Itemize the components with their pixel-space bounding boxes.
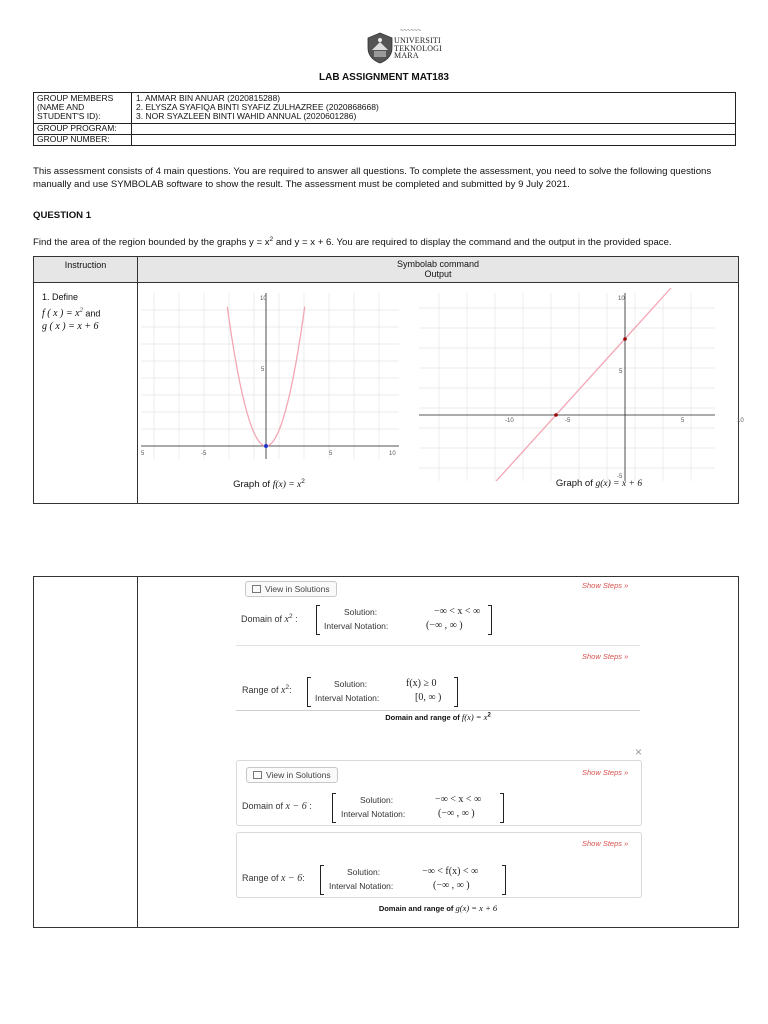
group-member-2: 2. ELYSZA SYAFIQA BINTI SYAFIZ ZULHAZREE (2020868668) [136, 102, 379, 112]
interval-key: Interval Notation: [341, 809, 406, 819]
interval-key: Interval Notation: [329, 881, 394, 891]
right-bracket [454, 677, 458, 707]
graph-g-grid [419, 293, 715, 481]
command-output-table [33, 256, 744, 504]
close-icon[interactable]: × [635, 745, 643, 759]
graph-g-xtick: -10 [505, 418, 514, 424]
right-bracket [500, 793, 504, 823]
question-text-b: . You are required to display the command and the output in the provided space. [331, 237, 672, 249]
question-text-a: Find the area of the region bounded by the graphs [33, 237, 250, 249]
domain-f-label: Domain of $x^2$ : [241, 613, 298, 625]
right-bracket [488, 605, 492, 635]
solution-key: Solution: [360, 795, 394, 805]
uitm-seal-icon [366, 32, 394, 64]
graph-f-ytick: 5 [261, 367, 265, 373]
domain-range-table [33, 576, 739, 928]
graph-g-curve [496, 288, 671, 481]
border-gap [599, 577, 639, 579]
range-g-label: Range of x − 6: [242, 873, 305, 884]
label-student-id: STUDENT'S ID): [37, 111, 101, 121]
graph-f-xtick: 10 [389, 451, 396, 457]
graph-g-ytick: 5 [619, 369, 623, 375]
graph-g-ytick: -5 [617, 474, 623, 480]
graph-f-grid [141, 293, 399, 459]
graph-g-xtick: 10 [737, 418, 744, 424]
label-group-number: GROUP NUMBER: [37, 134, 110, 144]
question-text [33, 236, 753, 248]
graph-g-xtick: 5 [681, 418, 685, 424]
equation-2: y = x + 6 [294, 237, 332, 249]
label-group-program: GROUP PROGRAM: [37, 123, 117, 133]
group-member-3: 3. NOR SYAZLEEN BINTI WAHID ANNUAL (2020601286) [136, 111, 357, 121]
left-bracket [320, 865, 324, 895]
left-bracket [307, 677, 311, 707]
graph-f-xtick: 5 [329, 451, 333, 457]
left-bracket [316, 605, 320, 635]
document-title: LAB ASSIGNMENT MAT183 [318, 72, 449, 83]
label-group-members: GROUP MEMBERS [37, 93, 114, 103]
graph-f-xtick: -5 [201, 451, 207, 457]
instruction-step-1: 1. Define [42, 292, 79, 302]
range-g-solution: −∞ < f(x) < ∞ [422, 866, 479, 877]
question-title: QUESTION 1 [33, 210, 92, 221]
show-steps-link[interactable]: Show Steps » [582, 652, 629, 661]
label-name-and: (NAME AND [37, 102, 85, 112]
view-in-solutions-button[interactable]: View in Solutions [245, 581, 337, 597]
graph-g-x-intercept [554, 413, 558, 417]
g-definition: g ( x ) = x + 6 [42, 321, 99, 333]
domain-f-interval: (−∞ , ∞ ) [426, 620, 463, 631]
graph-f-caption: Graph of $f(x) = x^2$ [233, 478, 305, 491]
graph-f-ytick: 10 [260, 296, 267, 302]
column-divider [137, 577, 138, 927]
view-in-solutions-button[interactable]: View in Solutions [246, 767, 338, 783]
group-info-table [33, 92, 736, 146]
header-instruction: Instruction [64, 260, 107, 270]
range-f-solution: f(x) ≥ 0 [406, 678, 437, 689]
graph-g-y-intercept [623, 337, 627, 341]
university-logo [366, 28, 448, 68]
range-f-label: Range of $x^2$: [242, 684, 292, 696]
column-divider [137, 257, 138, 503]
domain-g-label: Domain of x − 6 : [242, 801, 312, 812]
solution-key: Solution: [347, 867, 381, 877]
graph-g-ytick: 10 [618, 296, 625, 302]
show-steps-link[interactable]: Show Steps » [582, 839, 629, 848]
show-steps-link[interactable]: Show Steps » [582, 768, 629, 777]
open-window-icon [252, 585, 261, 593]
domain-range-g-caption: Domain and range of g(x) = x + 6 [378, 903, 498, 913]
domain-g-interval: (−∞ , ∞ ) [438, 808, 475, 819]
equation-1: $y = x^2$ [249, 236, 274, 249]
group-member-1: 1. AMMAR BIN ANUAR (2020815288) [136, 93, 281, 103]
solution-key: Solution: [344, 607, 378, 617]
graph-g-xtick: -5 [565, 418, 571, 424]
open-window-icon [253, 771, 262, 779]
graph-f-vertex [264, 444, 268, 448]
instruction-define [42, 291, 100, 333]
table-divider [34, 134, 735, 135]
range-f-interval: [0, ∞ ) [415, 692, 442, 703]
graph-g-line [419, 293, 744, 481]
right-bracket [502, 865, 506, 895]
domain-f-solution: −∞ < x < ∞ [434, 606, 481, 617]
domain-g-solution: −∞ < x < ∞ [435, 794, 482, 805]
header-output: Output [424, 269, 452, 279]
show-steps-link[interactable]: Show Steps » [582, 581, 629, 590]
interval-key: Interval Notation: [315, 693, 380, 703]
table-divider [34, 123, 735, 124]
left-bracket [332, 793, 336, 823]
question-text-and: and [273, 237, 295, 249]
card-divider [236, 645, 640, 646]
logo-wordmark: UNIVERSITI TEKNOLOGI MARA [394, 36, 443, 60]
domain-range-f-caption: Domain and range of $f(x) = x^2$ [385, 712, 491, 722]
header-command-output [138, 259, 738, 279]
graph-f-parabola [141, 293, 399, 459]
range-g-interval: (−∞ , ∞ ) [433, 880, 470, 891]
graph-f-xtick: 5 [141, 451, 145, 457]
interval-key: Interval Notation: [324, 621, 389, 631]
graph-g-caption: Graph of g(x) = x + 6 [555, 478, 643, 489]
logo-jawi-text: ~~~~~~ [400, 28, 422, 34]
assessment-intro: This assessment consists of 4 main questions. You are required to answer all questions. To complete the assessment, you need to solve the following questions manually and use SYMBOLAB software to show the result. The assessment must be completed and submitted by 9 July 2021. [33, 166, 712, 190]
card-divider [236, 710, 640, 711]
f-definition: f ( x ) = $x^2$ and [42, 307, 101, 320]
header-symbolab-command: Symbolab command [396, 259, 480, 269]
solution-key: Solution: [334, 679, 368, 689]
table-header-row [34, 257, 738, 283]
